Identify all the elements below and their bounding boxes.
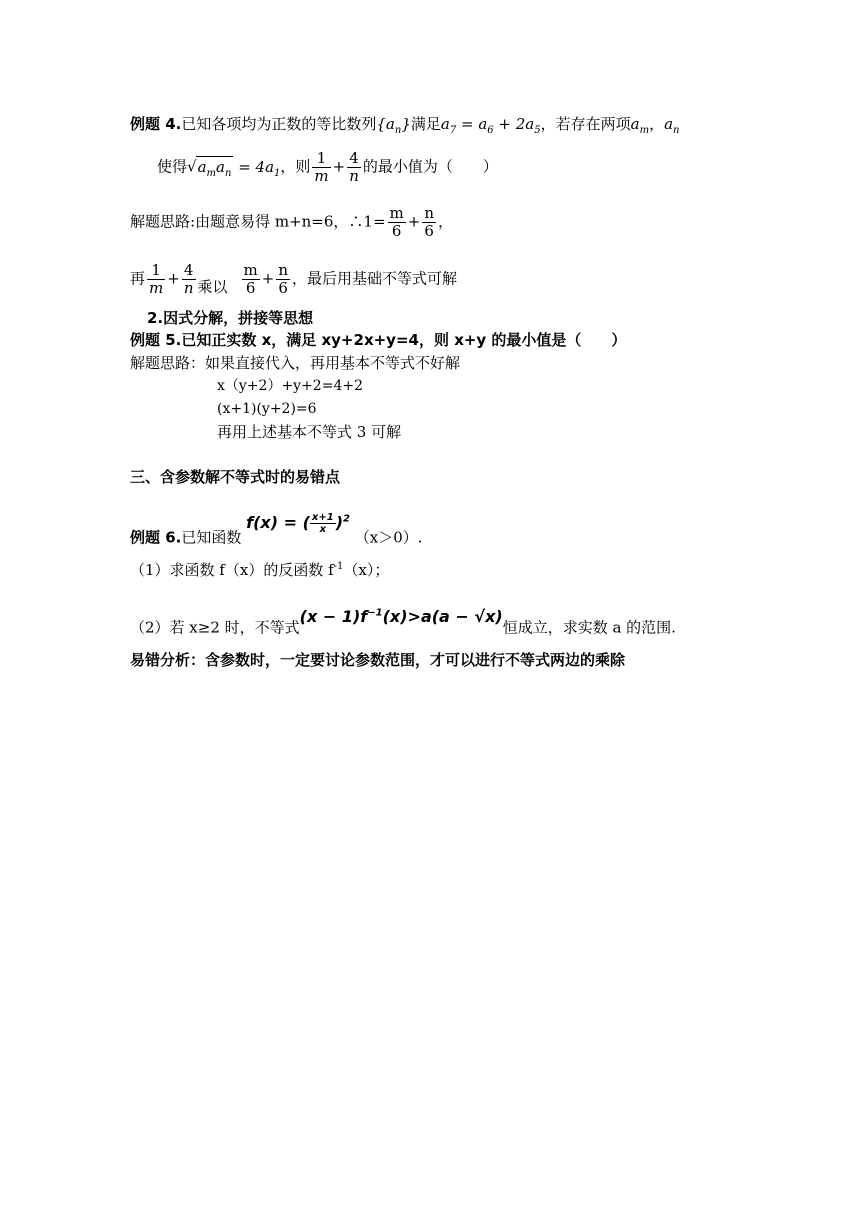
ex6-domain: （x＞0）. (354, 528, 423, 547)
ex4-plus: + (332, 157, 346, 176)
ex4-line4 (130, 262, 457, 297)
l4-frac3: $\frac{m}{6}$ (243, 261, 258, 297)
ex4-hint (130, 205, 453, 240)
l4-plus2: + (261, 269, 275, 288)
hint-frac1: $\frac{m}{6}$ (389, 204, 404, 240)
hint-end: ， (438, 212, 454, 231)
error-analysis-note: 易错分析：含参数时，一定要讨论参数范围，才可以进行不等式两边的乘除 (130, 651, 626, 669)
ex4-seq: $\{a_n\}$ (376, 115, 411, 136)
l4-frac2: $\frac{4}{n}$ (183, 261, 194, 297)
hint-frac2: $\frac{n}{6}$ (424, 204, 434, 240)
ex5-step1: x（y+2）+y+2=4+2 (217, 378, 363, 394)
sqrt-symbol: √ (187, 157, 197, 176)
ex4-text3: ，若存在两项 (540, 115, 631, 133)
l4-frac4: $\frac{n}{6}$ (278, 261, 288, 297)
ex6-q1: （1）求函数 f（x）的反函数 $f^{-1}(x)$； (130, 561, 390, 579)
ex5-line (130, 330, 626, 350)
ex4-comma: ， (649, 115, 665, 133)
ex4-line1 (130, 114, 680, 141)
ex5-step2: (x+1)(y+2)=6 (217, 401, 317, 417)
ex4-label: 例题 4. (130, 115, 182, 133)
ex4-then: ，则 (280, 157, 311, 176)
ex6-text: 已知函数 (181, 528, 242, 547)
l4-mult: 乘以 (197, 277, 228, 296)
l4-plus: + (167, 269, 180, 288)
ex4-line2 (157, 150, 498, 185)
ex4-equation: $a_7 = a_6 + 2a_5$ (440, 115, 541, 136)
ex4-frac2: $\frac{4}{n}$ (349, 149, 359, 185)
ex4-line2-pre: 使得 (157, 157, 188, 176)
ex4-text2: 满足 (410, 115, 441, 133)
sec2-heading: 2.因式分解，拼接等思想 (147, 309, 314, 327)
ex5-text: 已知正实数 x，满足 xy+2x+y=4，则 x+y 的最小值是（ ） (181, 331, 627, 349)
ex4-text1: 已知各项均为正数的等比数列 (181, 115, 377, 133)
ex6-q2-post: 恒成立，求实数 a 的范围. (502, 618, 676, 637)
sec3-heading: 三、含参数解不等式时的易错点 (130, 468, 341, 486)
ex4-line2-post: 的最小值为（ ） (362, 157, 498, 176)
ex6-line (130, 512, 423, 549)
ex4-am: $a_m$ (630, 115, 650, 136)
ex6-q2-pre: （2）若 x≥2 时，不等式 (130, 618, 300, 637)
l4-pre: 再 (130, 269, 146, 288)
ex4-eq4a1: = $4a_1$ (233, 157, 281, 179)
hint-label: 解题思路: (130, 212, 196, 231)
ex6-inequality-formula: $(x - 1)f^{-1}(x)>a(a - √x)$ (299, 607, 503, 627)
ex6-label: 例题 6. (130, 528, 182, 547)
ex5-step3: 再用上述基本不等式 3 可解 (217, 423, 402, 441)
ex6-function-formula: f(x) = ( $\frac{x+1}{x}$ )$^2$ (246, 512, 350, 536)
ex4-an: $a_n$ (664, 115, 680, 136)
hint-text: 由题意易得 m+n=6，∴1= (195, 212, 386, 231)
ex4-sqrt: $a_ma_n$ (196, 156, 234, 184)
ex5-label: 例题 5. (130, 331, 182, 349)
hint-plus: + (407, 212, 421, 231)
ex5-hint: 解题思路：如果直接代入，再用基本不等式不好解 (130, 354, 461, 372)
ex4-frac1: $\frac{1}{m}$ (314, 149, 329, 185)
l4-frac1: $\frac{1}{m}$ (149, 261, 164, 297)
l4-end: ，最后用基础不等式可解 (292, 269, 458, 288)
ex6-q2 (130, 607, 676, 637)
